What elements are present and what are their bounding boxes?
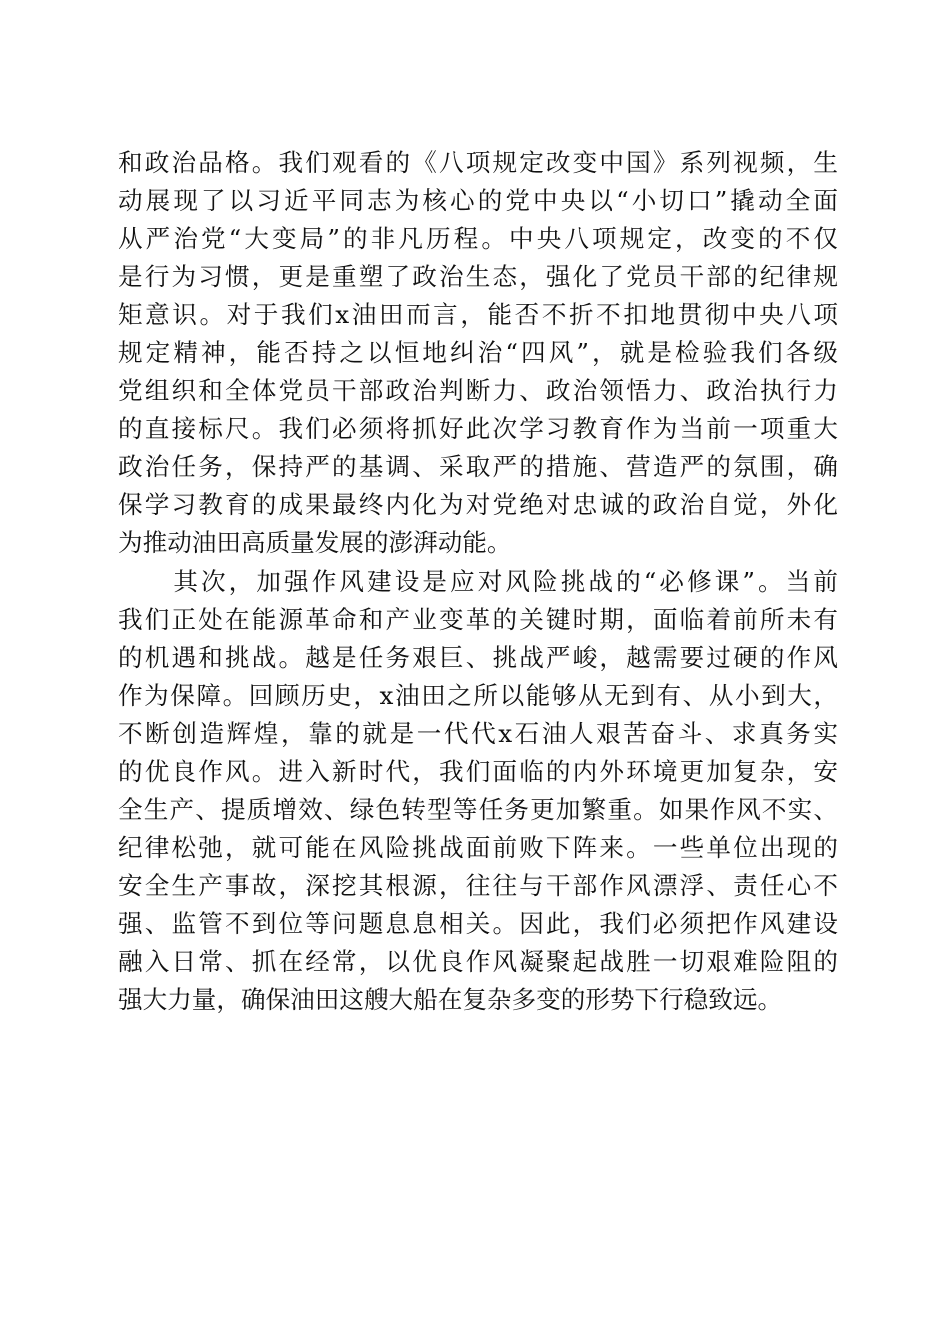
text-line: 规定精神，能否持之以恒地纠治“四风”，就是检验我们各级 — [118, 338, 838, 368]
text-line: 的优良作风。进入新时代，我们面临的内外环境更加复杂，安 — [118, 756, 838, 786]
text-line: 的机遇和挑战。越是任务艰巨、挑战严峻，越需要过硬的作风 — [118, 642, 838, 672]
text-line: 党组织和全体党员干部政治判断力、政治领悟力、政治执行力 — [118, 376, 838, 406]
text-line: 安全生产事故，深挖其根源，往往与干部作风漂浮、责任心不 — [118, 870, 838, 900]
text-line: 保学习教育的成果最终内化为对党绝对忠诚的政治自觉，外化 — [118, 490, 838, 520]
text-line: 是行为习惯，更是重塑了政治生态，强化了党员干部的纪律规 — [118, 262, 838, 292]
text-line: 融入日常、抓在经常，以优良作风凝聚起战胜一切艰难险阻的 — [118, 946, 838, 976]
text-line: 其次，加强作风建设是应对风险挑战的“必修课”。当前 — [118, 566, 838, 596]
text-line: 政治任务，保持严的基调、采取严的措施、营造严的氛围，确 — [118, 452, 838, 482]
paragraph-1 — [118, 144, 838, 563]
text-line: 强、监管不到位等问题息息相关。因此，我们必须把作风建设 — [118, 908, 838, 938]
text-line: 为推动油田高质量发展的澎湃动能。 — [118, 528, 512, 558]
text-line: 的直接标尺。我们必须将抓好此次学习教育作为当前一项重大 — [118, 414, 838, 444]
text-line: 动展现了以习近平同志为核心的党中央以“小切口”撬动全面 — [118, 186, 838, 216]
text-line: 矩意识。对于我们x油田而言，能否不折不扣地贯彻中央八项 — [118, 300, 838, 330]
document-body — [118, 144, 838, 1019]
text-line: 我们正处在能源革命和产业变革的关键时期，面临着前所未有 — [118, 604, 838, 634]
text-line: 全生产、提质增效、绿色转型等任务更加繁重。如果作风不实、 — [118, 794, 838, 824]
text-line: 作为保障。回顾历史，x油田之所以能够从无到有、从小到大， — [118, 680, 838, 710]
text-line: 和政治品格。我们观看的《八项规定改变中国》系列视频，生 — [118, 148, 838, 177]
text-line: 不断创造辉煌，靠的就是一代代x石油人艰苦奋斗、求真务实 — [118, 718, 838, 748]
paragraph-2 — [118, 563, 838, 1020]
text-line: 纪律松弛，就可能在风险挑战面前败下阵来。一些单位出现的 — [118, 832, 838, 862]
text-line: 从严治党“大变局”的非凡历程。中央八项规定，改变的不仅 — [118, 224, 838, 254]
text-line: 强大力量，确保油田这艘大船在复杂多变的形势下行稳致远。 — [118, 985, 783, 1015]
